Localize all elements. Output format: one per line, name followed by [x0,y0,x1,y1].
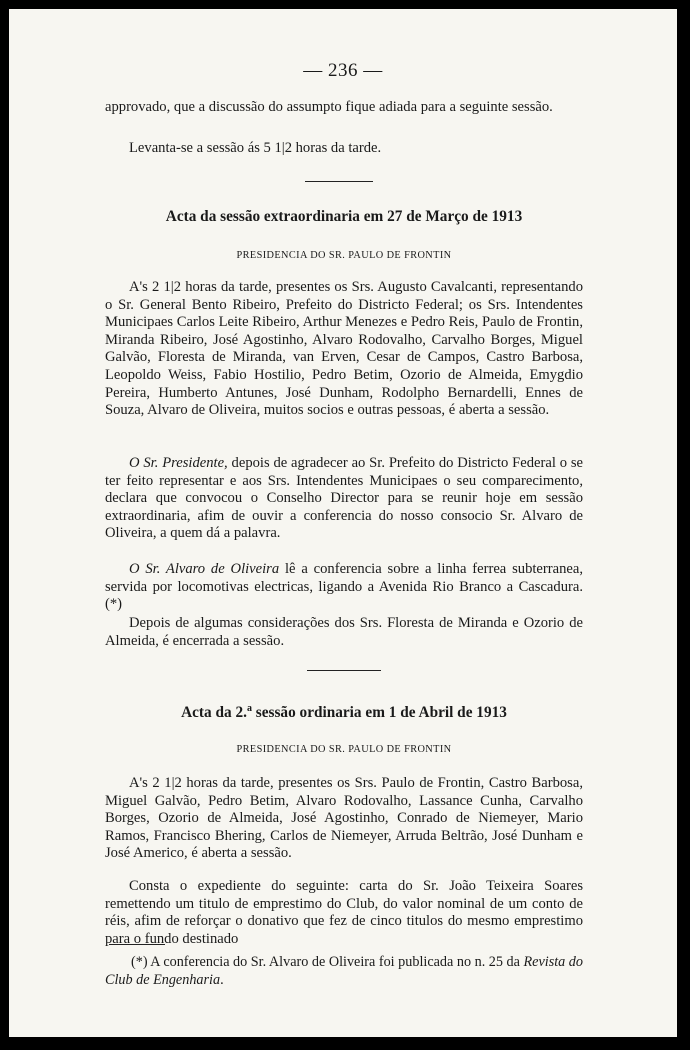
footnote-rule [109,944,165,945]
title-suffix: sessão ordinaria em 1 de Abril de 1913 [251,704,507,722]
paragraph-text: depois de agradecer ao Sr. Prefeito do Districto Federal o se ter feito representar e aos Srs. Intendentes Municipaes o seu comparecimento, declara que convocou o Conselho Director para se reunir hoje em sessão extraordinaria, afim de ouvir a conferencia do nosso consocio Sr. Alvaro de Oliveira, a quem dá a palavra. [105,455,584,542]
section1-paragraph-president [105,455,583,543]
opening-paragraph: approvado, que a discussão do assumpto fique adiada para a seguinte sessão. [105,99,553,115]
title-prefix: Acta da 2. [181,704,247,722]
title-ordinal: a [246,703,252,714]
footnote-end: . [220,971,224,988]
page-number: — 236 — [303,60,383,81]
journal-title: Revista do Club de Engenharia [105,954,583,988]
paragraph-text: lê a conferencia sobre a linha ferrea subterranea, servida por locomotivas electricas, ligando a Avenida Rio Branco a Cascadura. (*) [105,561,583,613]
section-divider [305,181,373,182]
section2-presidency: PRESIDENCIA DO SR. PAULO DE FRONTIN [236,744,452,755]
section1-paragraph-closing: Depois de algumas considerações dos Srs. Floresta de Miranda e Ozorio de Almeida, é encerrada a sessão. [105,615,583,649]
speaker-name: O Sr. Presidente, [129,455,228,471]
footnote [105,954,583,989]
section1-paragraph-conference [105,561,583,614]
section2-paragraph-attendance: A's 2 1|2 horas da tarde, presentes os Srs. Paulo de Frontin, Castro Barbosa, Miguel Galvão, Pedro Betim, Alvaro Rodovalho, Lassance Cunha, Carvalho Borges, Ozorio de Almeida, José Agostinho, Conrado de Niemeyer, Mario Ramos, Francisco Bhering, Carlos de Niemeyer, Arruda Beltrão, José Dunham e José Americo, é aberta a sessão. [105,775,583,862]
section2-paragraph-expediente: Consta o expediente do seguinte: carta do Sr. João Teixeira Soares remettendo um titulo de emprestimo do Club, do valor nominal de um conto de réis, afim de reforçar o donativo que fez de cinco titulos do mesmo emprestimo para o fundo destinado [105,878,583,947]
section1-title: Acta da sessão extraordinaria em 27 de Março de 1913 [165,208,523,225]
section1-presidency: PRESIDENCIA DO SR. PAULO DE FRONTIN [236,250,452,261]
section1-paragraph-attendance: A's 2 1|2 horas da tarde, presentes os Srs. Augusto Cavalcanti, representando o Sr. General Bento Ribeiro, Prefeito do Districto Federal; os Srs. Intendentes Municipaes Carlos Leite Ribeiro, Arthur Menezes e Pedro Reis, Paulo de Frontin, Miranda Ribeiro, José Agostinho, Alvaro Rodovalho, Carvalho Borges, Miguel Galvão, Floresta de Miranda, van Erven, Cesar de Campos, Castro Barbosa, Leopoldo Weiss, Fabio Hostilio, Pedro Betim, Ozorio de Almeida, Emygdio Pereira, Humberto Antunes, José Dunham, Rodolpho Bernardelli, Ennes de Souza, Alvaro de Oliveira, muitos socios e outras pessoas, é aberta a sessão. [105,279,583,419]
footnote-text: (*) A conferencia do Sr. Alvaro de Oliveira foi publicada no n. 25 da [131,954,524,970]
speaker-name: O Sr. Alvaro de Oliveira [129,561,280,577]
document-page [9,9,677,1037]
section-divider [307,670,381,671]
section2-title [105,703,583,722]
closing-line: Levanta-se a sessão ás 5 1|2 horas da tarde. [129,140,382,156]
